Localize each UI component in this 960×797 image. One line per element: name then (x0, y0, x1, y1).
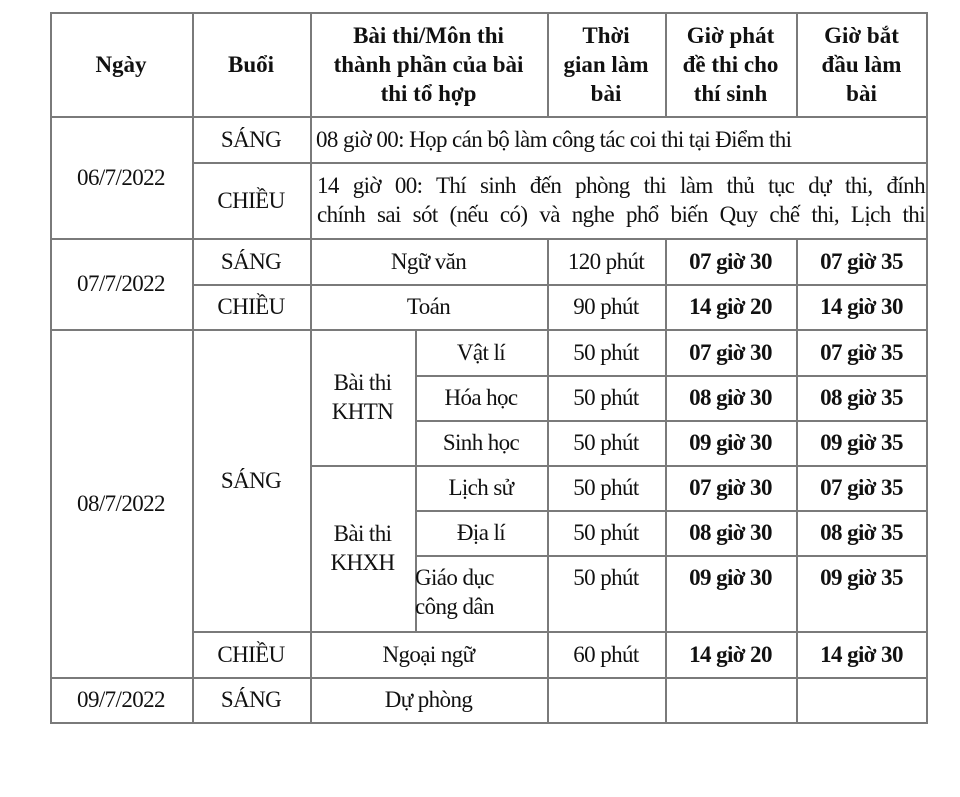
start-time-cell: 08 giờ 35 (820, 385, 903, 410)
group-label-line: Bài thi (333, 370, 392, 395)
release-time-cell: 09 giờ 30 (689, 430, 772, 455)
header-duration-line: bài (590, 80, 622, 106)
duration-cell: 50 phút (573, 565, 639, 590)
start-time-cell: 07 giờ 35 (820, 475, 903, 500)
header-subject-line: thành phần của bài (333, 51, 524, 77)
group-label-line: KHTN (331, 399, 394, 424)
header-duration-line: Thời (582, 22, 630, 48)
header-release-time (665, 12, 796, 116)
note-cell: 08 giờ 00: Họp cán bộ làm công tác coi thi tại Điểm thi (316, 126, 792, 152)
subject-cell: Ngữ văn (390, 248, 467, 274)
start-time-cell (796, 677, 927, 722)
session-cell: SÁNG (220, 687, 282, 712)
header-release-line: thí sinh (693, 80, 768, 106)
header-release-line: Giờ phát (686, 22, 775, 48)
release-time-cell: 07 giờ 30 (689, 248, 772, 274)
start-time-cell: 07 giờ 35 (820, 339, 903, 365)
date-cell: 07/7/2022 (77, 271, 165, 296)
duration-cell: 50 phút (573, 339, 639, 365)
date-cell: 06/7/2022 (77, 164, 165, 190)
subject-cell: Dự phòng (384, 687, 473, 712)
header-date (50, 12, 192, 116)
header-session (192, 12, 310, 116)
release-time-cell: 08 giờ 30 (689, 385, 772, 410)
subject-cell: Hóa học (444, 385, 518, 410)
start-time-cell: 14 giờ 30 (820, 294, 903, 319)
header-start-time (796, 12, 927, 116)
header-subject-line: thi tổ hợp (380, 80, 477, 106)
release-time-cell: 14 giờ 20 (689, 294, 772, 319)
subject-cell: Địa lí (456, 520, 506, 545)
header-release-line: đề thi cho (682, 51, 779, 77)
group-label-line: Bài thi (333, 521, 392, 546)
note-line: 14 giờ 00: Thí sinh đến phòng thi làm thủ tục dự thi, đính (317, 173, 925, 198)
header-duration (547, 12, 665, 116)
duration-cell: 120 phút (567, 248, 645, 274)
duration-cell: 50 phút (573, 475, 639, 500)
duration-cell: 50 phút (573, 385, 639, 410)
header-start-line: Giờ bắt (824, 22, 899, 48)
start-time-cell: 14 giờ 30 (820, 641, 903, 667)
subject-line: Giáo dục (415, 565, 494, 590)
note-line: chính sai sót (nếu có) và nghe phổ biến Quy chế thi, Lịch thi (317, 202, 925, 227)
date-cell: 08/7/2022 (77, 490, 165, 516)
header-start-line: bài (846, 80, 877, 106)
duration-cell: 90 phút (573, 294, 639, 319)
session-cell: SÁNG (220, 467, 282, 493)
group-label-line: KHXH (330, 550, 395, 575)
release-time-cell: 07 giờ 30 (689, 339, 772, 365)
subject-line: công dân (415, 594, 494, 619)
subject-cell (415, 555, 547, 631)
header-subject (310, 12, 547, 116)
start-time-cell: 08 giờ 35 (820, 520, 903, 545)
session-cell: CHIỀU (217, 641, 285, 667)
start-time-cell: 09 giờ 35 (820, 565, 903, 590)
header-date-label: Ngày (95, 51, 147, 77)
subject-cell: Vật lí (456, 339, 506, 365)
duration-cell: 50 phút (573, 430, 639, 455)
duration-cell: 50 phút (573, 520, 639, 545)
start-time-cell: 09 giờ 35 (820, 430, 903, 455)
subject-cell: Sinh học (442, 430, 520, 455)
release-time-cell: 07 giờ 30 (689, 475, 772, 500)
duration-cell (547, 677, 665, 722)
header-subject-line: Bài thi/Môn thi (353, 22, 504, 48)
release-time-cell (665, 677, 796, 722)
note-cell (310, 162, 927, 238)
session-cell: CHIỀU (217, 187, 285, 213)
release-time-cell: 14 giờ 20 (689, 641, 772, 667)
group-khxh-cell (310, 465, 415, 631)
session-cell: SÁNG (220, 248, 282, 274)
subject-cell: Ngoại ngữ (382, 641, 475, 667)
duration-cell: 60 phút (573, 641, 639, 667)
date-cell: 09/7/2022 (77, 687, 165, 712)
session-cell: CHIỀU (217, 294, 285, 319)
header-session-label: Buổi (227, 51, 275, 77)
subject-cell: Toán (406, 294, 451, 319)
release-time-cell: 08 giờ 30 (689, 520, 772, 545)
header-duration-line: gian làm (563, 51, 649, 77)
release-time-cell: 09 giờ 30 (689, 565, 772, 590)
session-cell: SÁNG (220, 126, 282, 152)
subject-cell: Lịch sử (448, 475, 514, 500)
group-khtn-cell (310, 329, 415, 465)
header-start-line: đầu làm (821, 51, 902, 77)
start-time-cell: 07 giờ 35 (820, 248, 903, 274)
